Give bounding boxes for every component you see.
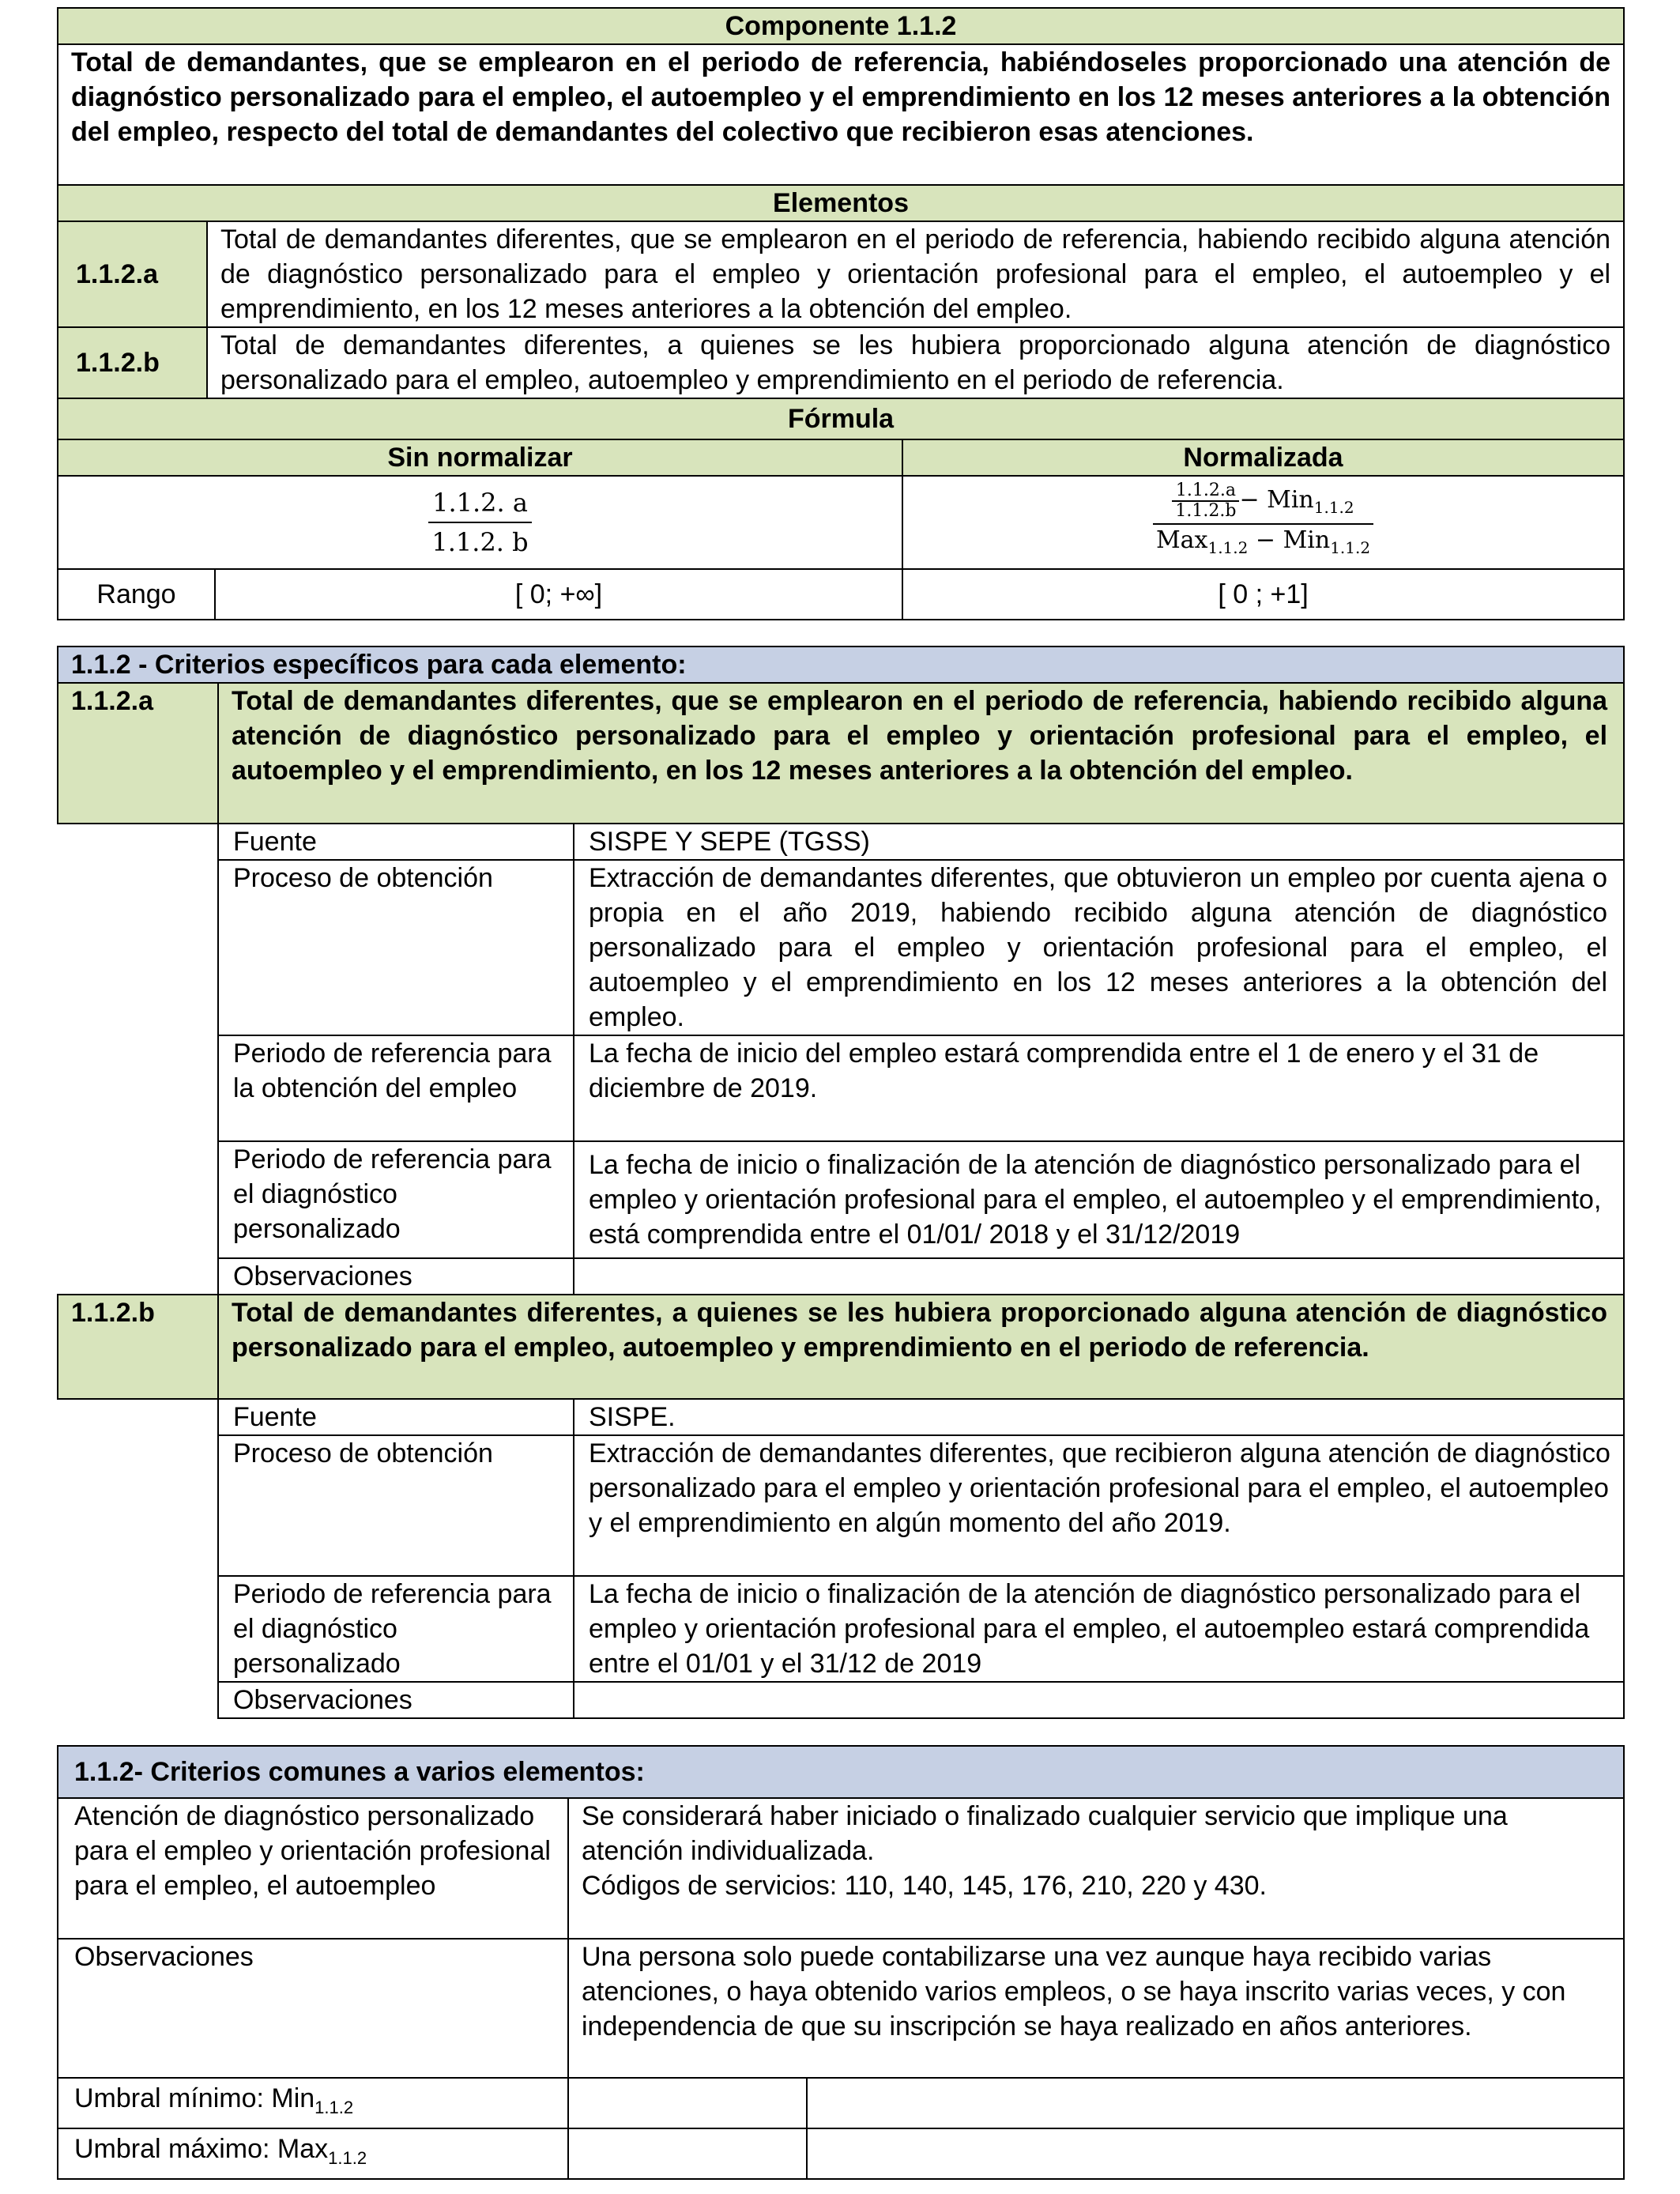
formula-col-sin: Sin normalizar (58, 439, 902, 476)
specific-b-title: Total de demandantes diferentes, a quienes se les hubiera proporcionado alguna atención de diagnóstico personalizado para el empleo, autoempleo y emprendimiento en el periodo de referencia. (218, 1295, 1624, 1399)
common-min-extra (807, 2078, 1624, 2128)
specific-header: 1.1.2 - Criterios específicos para cada elemento: (58, 647, 1624, 683)
specific-b-proceso: Extracción de demandantes diferentes, que recibieron alguna atención de diagnóstico personalizado para el empleo y orientación profesional para el empleo, el autoempleo y el emprendimiento en algún momento del año 2019. (574, 1435, 1624, 1576)
component-description: Total de demandantes, que se emplearon en el periodo de referencia, habiéndoseles proporcionado una atención de diagnóstico personalizado para el empleo, el autoempleo y el emprendimiento en los 12 meses anteriores a la obtención del empleo, respecto del total de demandantes del colectivo que recibieron esas atenciones. (58, 44, 1624, 185)
common-min-label: Umbral mínimo: Min$_{1.1.2}$ (58, 2078, 568, 2128)
specific-a-code: 1.1.2.a (58, 683, 218, 824)
specific-a-fuente: SISPE Y SEPE (TGSS) (574, 824, 1624, 860)
common-atencion-label: Atención de diagnóstico personalizado para el empleo y orientación profesional para el empleo, el autoempleo (58, 1798, 568, 1939)
component-title: Componente 1.1.2 (58, 8, 1624, 44)
specific-b-periodo: La fecha de inicio o finalización de la atención de diagnóstico personalizado para el empleo y orientación profesional para el empleo, el autoempleo estará comprendida entre el 01/01 y el 31/12 de 2019 (574, 1576, 1624, 1682)
elements-header: Elementos (58, 185, 1624, 221)
formula-sin-den: 1.1.2. b (431, 527, 529, 557)
formula-norm-max: Max (1155, 526, 1208, 554)
element-text-b: Total de demandantes diferentes, a quienes se les hubiera proporcionado alguna atención de diagnóstico personalizado para el empleo, autoempleo y emprendimiento en el periodo de referencia. (207, 327, 1624, 398)
specific-b-periodo-label: Periodo de referencia para el diagnóstico personalizado (218, 1576, 574, 1682)
formula-norm-inner-den: 1.1.2.b (1175, 501, 1237, 521)
specific-a-title: Total de demandantes diferentes, que se emplearon en el periodo de referencia, habiendo recibido alguna atención de diagnóstico personalizado para el empleo y orientación profesional para el empleo, el autoempleo y el emprendimiento, en los 12 meses anteriores a la obtención del empleo. (218, 683, 1624, 824)
common-min-value (568, 2078, 807, 2128)
specific-criteria-table (57, 646, 1625, 1719)
formula-sin-num: 1.1.2. a (428, 484, 531, 523)
formula-norm-inner-num: 1.1.2.a (1172, 481, 1239, 502)
specific-a-periodo1-label: Periodo de referencia para la obtención del empleo (218, 1035, 574, 1141)
formula-col-norm: Normalizada (902, 439, 1624, 476)
element-code-a: 1.1.2.a (58, 221, 207, 327)
common-atencion-line2: Códigos de servicios: 110, 140, 145, 176, 210, 220 y 430. (582, 1871, 1267, 1901)
formula-norm (902, 476, 1624, 569)
common-max-extra (807, 2128, 1624, 2179)
specific-a-obs-label: Observaciones (218, 1258, 574, 1295)
formula-header: Fórmula (58, 398, 1624, 439)
formula-norm-minus: − Min (1248, 526, 1331, 554)
specific-a-periodo1: La fecha de inicio del empleo estará comprendida entre el 1 de enero y el 31 de diciembre de 2019. (574, 1035, 1624, 1141)
specific-a-obs (574, 1258, 1624, 1295)
range-sin: [ 0; +∞] (215, 569, 902, 620)
specific-a-spacer (58, 824, 218, 1295)
specific-a-periodo2: La fecha de inicio o finalización de la atención de diagnóstico personalizado para el empleo y orientación profesional para el empleo, el autoempleo y el emprendimiento, está comprendida entre el 01/01/ 2018 y el 31/12/2019 (574, 1141, 1624, 1258)
specific-b-code: 1.1.2.b (58, 1295, 218, 1399)
component-table (57, 7, 1625, 620)
common-header: 1.1.2- Criterios comunes a varios elementos: (58, 1746, 1624, 1798)
range-label: Rango (58, 569, 215, 620)
formula-sin (58, 476, 902, 569)
formula-norm-minus-min: − Min (1239, 486, 1314, 514)
formula-norm-sub3: 1.1.2 (1330, 538, 1371, 557)
specific-a-proceso-label: Proceso de obtención (218, 860, 574, 1035)
specific-b-obs (574, 1682, 1624, 1718)
specific-b-spacer (58, 1399, 218, 1718)
formula-norm-sub1: 1.1.2 (1313, 498, 1354, 517)
specific-a-periodo2-label: Periodo de referencia para el diagnóstico personalizado (218, 1141, 574, 1258)
specific-a-proceso: Extracción de demandantes diferentes, que obtuvieron un empleo por cuenta ajena o propia en el año 2019, habiendo recibido alguna atención de diagnóstico personalizado para el empleo y orientación profesional para el empleo, el autoempleo y el emprendimiento en los 12 meses anteriores a la obtención del empleo. (574, 860, 1624, 1035)
common-atencion (568, 1798, 1624, 1939)
range-norm: [ 0 ; +1] (902, 569, 1624, 620)
common-atencion-line1: Se considerará haber iniciado o finalizado cualquier servicio que implique una atención individualizada. (582, 1801, 1508, 1866)
common-max-value (568, 2128, 807, 2179)
specific-b-obs-label: Observaciones (218, 1682, 574, 1718)
common-criteria-table (57, 1745, 1625, 2180)
common-max-label: Umbral máximo: Max$_{1.1.2}$ (58, 2128, 568, 2179)
specific-b-fuente: SISPE. (574, 1399, 1624, 1435)
common-obs: Una persona solo puede contabilizarse una vez aunque haya recibido varias atenciones, o haya obtenido varios empleos, o se haya inscrito varias veces, y con independencia de que su inscripción se haya realizado en años anteriores. (568, 1939, 1624, 2078)
common-obs-label: Observaciones (58, 1939, 568, 2078)
element-code-b: 1.1.2.b (58, 327, 207, 398)
specific-b-proceso-label: Proceso de obtención (218, 1435, 574, 1576)
formula-norm-sub2: 1.1.2 (1207, 538, 1249, 557)
element-text-a: Total de demandantes diferentes, que se emplearon en el periodo de referencia, habiendo recibido alguna atención de diagnóstico personalizado para el empleo y orientación profesional para el empleo, el autoempleo y el emprendimiento, en los 12 meses anteriores a la obtención del empleo. (207, 221, 1624, 327)
specific-a-fuente-label: Fuente (218, 824, 574, 860)
specific-b-fuente-label: Fuente (218, 1399, 574, 1435)
